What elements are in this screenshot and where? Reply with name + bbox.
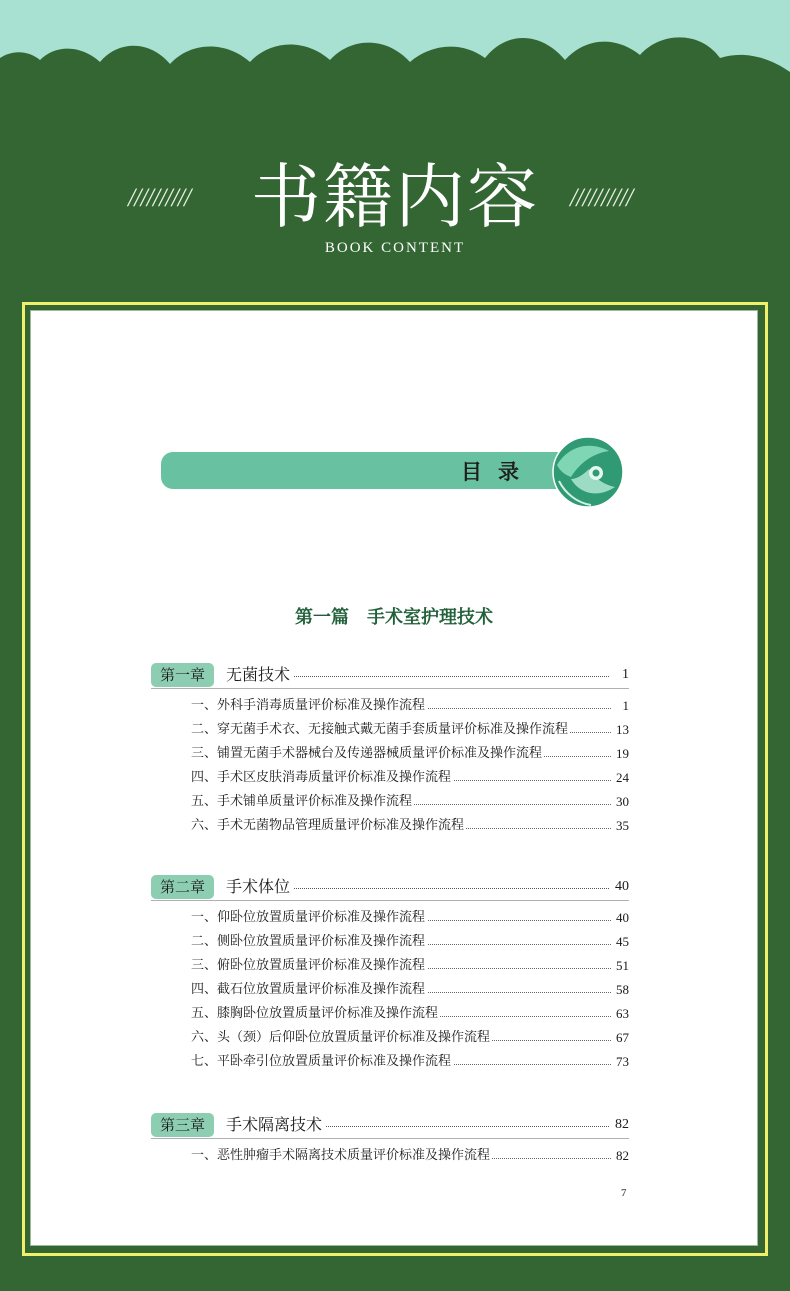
toc-entry-page: 1 bbox=[620, 696, 630, 716]
toc-entry-page: 45 bbox=[613, 932, 629, 952]
chapter-badge: 第二章 bbox=[151, 875, 214, 899]
toc-banner bbox=[161, 452, 561, 489]
part-title: 第一篇 手术室护理技术 bbox=[295, 607, 493, 628]
chapter-heading[interactable] bbox=[151, 661, 629, 689]
toc-entry-title: 三、俯卧位放置质量评价标准及操作流程 bbox=[191, 956, 427, 976]
toc-entry-page: 30 bbox=[613, 792, 629, 812]
leader-dots bbox=[291, 676, 609, 677]
toc-entry[interactable] bbox=[191, 908, 629, 928]
toc-entry[interactable] bbox=[191, 1004, 629, 1024]
toc-entry-page: 73 bbox=[613, 1052, 629, 1072]
top-scalloped-band bbox=[0, 0, 790, 110]
toc-entry-title: 七、平卧牵引位放置质量评价标准及操作流程 bbox=[191, 1052, 453, 1072]
toc-entry-page: 24 bbox=[613, 768, 629, 788]
chapter-badge: 第三章 bbox=[151, 1113, 214, 1137]
toc-entry[interactable] bbox=[191, 1028, 629, 1048]
chapter-page-number: 40 bbox=[612, 876, 629, 898]
toc-entry[interactable] bbox=[191, 956, 629, 976]
toc-entry-page: 67 bbox=[613, 1028, 629, 1048]
toc-entry-title: 一、恶性肿瘤手术隔离技术质量评价标准及操作流程 bbox=[191, 1146, 492, 1166]
toc-banner-label: 目录 bbox=[461, 460, 535, 484]
toc-entry-title: 二、侧卧位放置质量评价标准及操作流程 bbox=[191, 932, 427, 952]
toc-entry-page: 35 bbox=[613, 816, 629, 836]
chapter-page-number: 1 bbox=[619, 664, 629, 686]
toc-entry-title: 四、手术区皮肤消毒质量评价标准及操作流程 bbox=[191, 768, 453, 788]
chapter-underline bbox=[151, 900, 629, 901]
chapter-title: 手术体位 bbox=[226, 876, 293, 898]
chapter-title: 无菌技术 bbox=[226, 664, 293, 686]
toc-entry-page: 63 bbox=[613, 1004, 629, 1024]
toc-entry-title: 一、外科手消毒质量评价标准及操作流程 bbox=[191, 696, 427, 716]
leader-dots bbox=[291, 888, 609, 889]
toc-entry-page: 40 bbox=[613, 908, 629, 928]
page-number: 7 bbox=[621, 1187, 627, 1199]
toc-entry-title: 二、穿无菌手术衣、无接触式戴无菌手套质量评价标准及操作流程 bbox=[191, 720, 570, 740]
toc-entry-page: 51 bbox=[613, 956, 629, 976]
chapter-page-number: 82 bbox=[612, 1114, 629, 1136]
chapter-underline bbox=[151, 688, 629, 689]
chapter-heading[interactable] bbox=[151, 873, 629, 901]
toc-entry[interactable] bbox=[191, 696, 629, 716]
chapter-badge: 第一章 bbox=[151, 663, 214, 687]
toc-entry-title: 一、仰卧位放置质量评价标准及操作流程 bbox=[191, 908, 427, 928]
toc-entry-title: 五、手术铺单质量评价标准及操作流程 bbox=[191, 792, 414, 812]
toc-entry[interactable] bbox=[191, 768, 629, 788]
toc-entry-page: 82 bbox=[613, 1146, 629, 1166]
hatch-decoration-right: ////////// bbox=[570, 183, 633, 212]
toc-entry-title: 五、膝胸卧位放置质量评价标准及操作流程 bbox=[191, 1004, 440, 1024]
toc-entry[interactable] bbox=[191, 792, 629, 812]
toc-entry[interactable] bbox=[191, 744, 629, 764]
toc-entry-title: 三、铺置无菌手术器械台及传递器械质量评价标准及操作流程 bbox=[191, 744, 544, 764]
toc-entry[interactable] bbox=[191, 1052, 629, 1072]
book-page-frame bbox=[22, 302, 768, 1256]
toc-entry[interactable] bbox=[191, 1146, 629, 1166]
page-subtitle: BOOK CONTENT bbox=[324, 240, 466, 256]
chapter-underline bbox=[151, 1138, 629, 1139]
toc-entry[interactable] bbox=[191, 932, 629, 952]
toc-entry[interactable] bbox=[191, 980, 629, 1000]
hatch-decoration-left: ////////// bbox=[128, 183, 191, 212]
leader-dots bbox=[291, 1126, 609, 1127]
decorative-ball-icon bbox=[551, 435, 625, 509]
book-page bbox=[30, 310, 758, 1246]
toc-entry[interactable] bbox=[191, 816, 629, 836]
page-title: 书籍内容 bbox=[251, 156, 539, 238]
toc-entry[interactable] bbox=[191, 720, 629, 740]
toc-entry-page: 13 bbox=[613, 720, 629, 740]
toc-entry-page: 58 bbox=[613, 980, 629, 1000]
toc-entry-title: 四、截石位放置质量评价标准及操作流程 bbox=[191, 980, 427, 1000]
toc-entry-title: 六、手术无菌物品管理质量评价标准及操作流程 bbox=[191, 816, 466, 836]
toc-entry-page: 19 bbox=[613, 744, 629, 764]
toc-entry-title: 六、头（颈）后仰卧位放置质量评价标准及操作流程 bbox=[191, 1028, 492, 1048]
chapter-heading[interactable] bbox=[151, 1111, 629, 1139]
chapter-title: 手术隔离技术 bbox=[226, 1114, 325, 1136]
